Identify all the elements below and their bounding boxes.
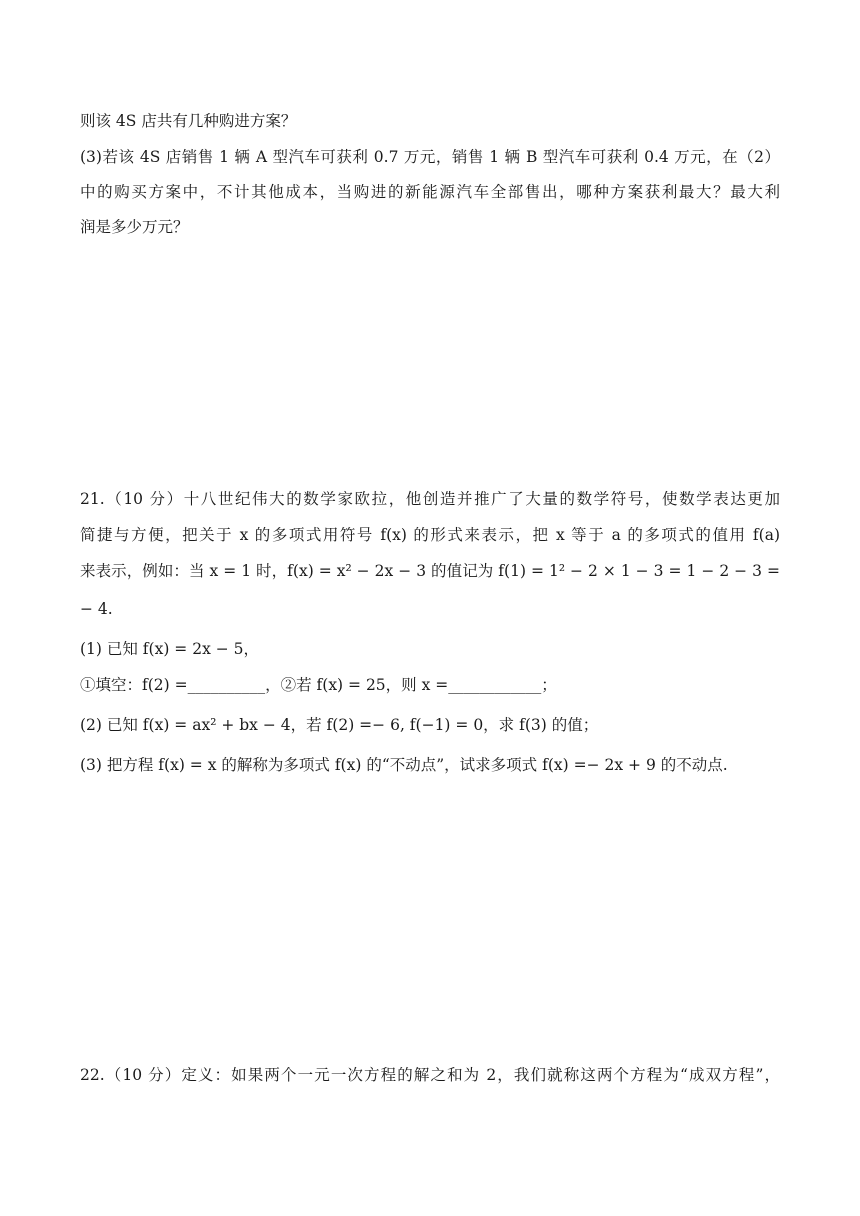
- q21-part-1-fill-blanks: ①填空：f(2) =__________，②若 f(x) = 25，则 x =____________；: [80, 676, 557, 694]
- q20-line-1: 则该 4S 店共有几种购进方案？: [80, 112, 297, 130]
- q21-stem-line-3: 来表示，例如：当 x = 1 时，f(x) = x² − 2x − 3 的值记为 f(1) = 1² − 2 × 1 − 3 = 1 − 2 − 3 =: [80, 562, 780, 580]
- q20-part3-line-2: 中的购买方案中，不计其他成本，当购进的新能源汽车全部售出，哪种方案获利最大？最大利: [80, 183, 780, 201]
- q21-stem-line-4: − 4.: [80, 600, 113, 618]
- q22-stem-line-1: 22.（10 分）定义：如果两个一元一次方程的解之和为 2，我们就称这两个方程为“成双方程”，: [80, 1066, 780, 1084]
- q21-part-1: (1) 已知 f(x) = 2x − 5，: [80, 640, 260, 658]
- q20-part3-line-3: 润是多少万元？: [80, 218, 189, 236]
- q21-part-2: (2) 已知 f(x) = ax² + bx − 4，若 f(2) =− 6, f(−1) = 0，求 f(3) 的值；: [80, 716, 599, 734]
- q21-stem-line-2: 简捷与方便，把关于 x 的多项式用符号 f(x) 的形式来表示，把 x 等于 a 的多项式的值用 f(a): [80, 526, 780, 544]
- q21-part-3: (3) 把方程 f(x) = x 的解称为多项式 f(x) 的“不动点”，试求多项式 f(x) =− 2x + 9 的不动点.: [80, 756, 728, 774]
- q20-part3-line-1: (3)若该 4S 店销售 1 辆 A 型汽车可获利 0.7 万元，销售 1 辆 B 型汽车可获利 0.4 万元，在（2）: [80, 148, 780, 166]
- q21-stem-line-1: 21.（10 分）十八世纪伟大的数学家欧拉，他创造并推广了大量的数学符号，使数学表达更加: [80, 490, 780, 508]
